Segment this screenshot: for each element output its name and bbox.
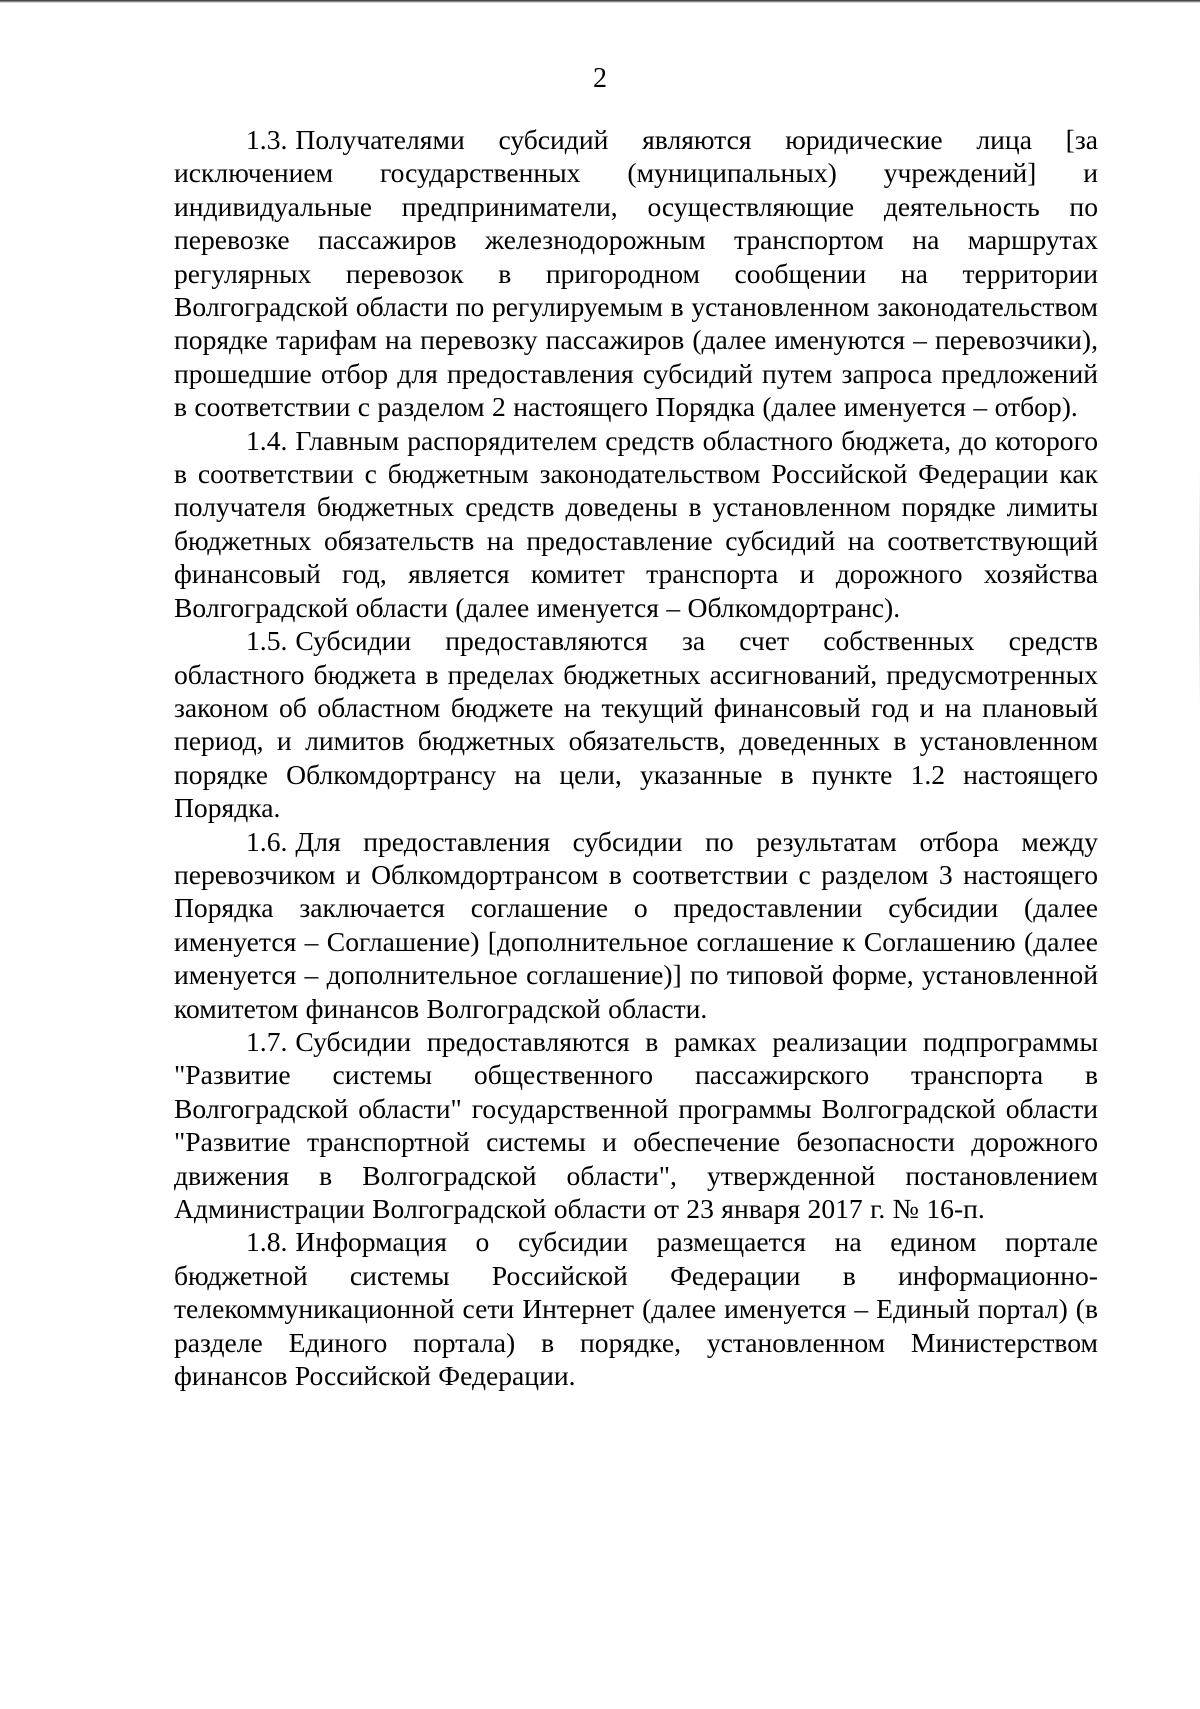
paragraph-text: Информация о субсидии размещается на едином портале бюджетной системы Российской Федерации в информационно-телекоммуникационной сети Интернет (далее именуется – Единый портал) (в разделе Единого портала) в порядке, установленном Министерством финансов Российской Федерации.	[174, 1226, 1098, 1392]
paragraph-text: Субсидии предоставляются за счет собственных средств областного бюджета в пределах бюджетных ассигнований, предусмотренных законом об областном бюджете на текущий финансовый год и на плановый период, и лимитов бюджетных обязательств, доведенных в установленном порядке Облкомдортрансу на цели, указанные в пункте 1.2 настоящего Порядка.	[174, 625, 1098, 824]
paragraph-text: Субсидии предоставляются в рамках реализации подпрограммы "Развитие системы общественного пассажирского транспорта в Волгоградской области" государственной программы Волгоградской области "Развитие транспортной системы и обеспечение безопасности дорожного движения в Волгоградской области", утвержденной постановлением Администрации Волгоградской области от 23 января 2017 г. № 16-п.	[174, 1025, 1098, 1224]
paragraph-number: 1.6.	[246, 825, 288, 857]
paragraph-number: 1.5.	[246, 625, 288, 657]
paragraph-1-4	[174, 424, 1098, 624]
paragraph-number: 1.7.	[246, 1025, 288, 1057]
scan-edge-top	[0, 0, 1200, 3]
paragraph-1-8	[174, 1225, 1098, 1392]
paragraph-number: 1.4.	[246, 424, 288, 456]
paragraph-number: 1.3.	[246, 124, 288, 155]
document-body	[174, 123, 1098, 1392]
paragraph-text: Для предоставления субсидии по результатам отбора между перевозчиком и Облкомдортрансом в соответствии с разделом 3 настоящего Порядка заключается соглашение о предоставлении субсидии (далее именуется – Соглашение) [дополнительное соглашение к Соглашению (далее именуется – дополнительное соглашение)] по типовой форме, установленной комитетом финансов Волгоградской области.	[174, 825, 1098, 1024]
page-number: 2	[593, 63, 607, 94]
paragraph-text: Главным распорядителем средств областного бюджета, до которого в соответствии с бюджетным законодательством Российской Федерации как получателя бюджетных средств доведены в установленном порядке лимиты бюджетных обязательств на предоставление субсидий на соответствующий финансовый год, является комитет транспорта и дорожного хозяйства Волгоградской области (далее именуется – Облкомдортранс).	[174, 424, 1098, 623]
paragraph-1-3	[174, 123, 1098, 424]
paragraph-1-6	[174, 825, 1098, 1025]
paragraph-number: 1.8.	[246, 1226, 288, 1258]
paragraph-1-5	[174, 624, 1098, 824]
paragraph-text: Получателями субсидий являются юридические лица [за исключением государственных (муниципальных) учреждений] и индивидуальные предприниматели, осуществляющие деятельность по перевозке пассажиров железнодорожным транспортом на маршрутах регулярных перевозок в пригородном сообщении на территории Волгоградской области по регулируемым в установленном законодательством порядке тарифам на перевозку пассажиров (далее именуются – перевозчики), прошедшие отбор для предоставления субсидий путем запроса предложений в соответствии с разделом 2 настоящего Порядка (далее именуется – отбор).	[174, 124, 1098, 423]
paragraph-1-7	[174, 1025, 1098, 1225]
